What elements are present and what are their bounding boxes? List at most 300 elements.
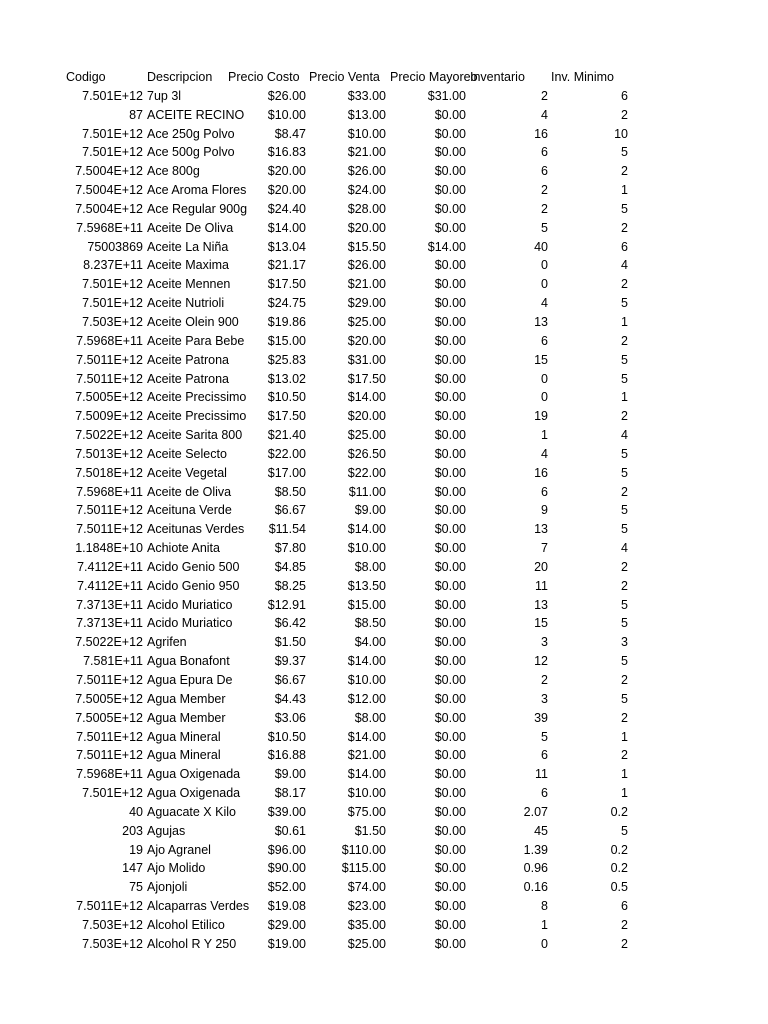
cell-precio-costo[interactable]: $3.06 [274, 710, 306, 725]
cell-inventario[interactable]: 40 [534, 239, 548, 254]
cell-inv-minimo[interactable]: 0.5 [610, 880, 628, 895]
cell-inventario[interactable]: 4 [541, 107, 548, 122]
cell-precio-venta[interactable]: $24.00 [347, 183, 386, 198]
cell-precio-costo[interactable]: $24.75 [267, 296, 306, 311]
cell-precio-venta[interactable]: $11.00 [348, 484, 386, 499]
cell-precio-costo[interactable]: $19.08 [267, 899, 306, 914]
cell-codigo[interactable]: 7.581E+11 [83, 654, 143, 669]
cell-precio-costo[interactable]: $52.00 [267, 880, 306, 895]
cell-precio-mayoreo[interactable]: $0.00 [434, 710, 466, 725]
cell-descripcion[interactable]: Aceitunas Verdes [147, 522, 245, 537]
column-header-codigo[interactable]: Codigo [66, 70, 106, 84]
cell-precio-mayoreo[interactable]: $0.00 [434, 446, 466, 461]
cell-precio-venta[interactable]: $75.00 [347, 804, 386, 819]
cell-inventario[interactable]: 0 [541, 371, 548, 386]
cell-precio-mayoreo[interactable]: $0.00 [434, 371, 466, 386]
cell-descripcion[interactable]: Acido Genio 500 [147, 559, 240, 574]
cell-precio-costo[interactable]: $8.47 [274, 126, 306, 141]
cell-descripcion[interactable]: Agua Epura De [147, 673, 233, 687]
cell-precio-mayoreo[interactable]: $0.00 [434, 484, 466, 499]
cell-precio-venta[interactable]: $28.00 [347, 201, 386, 216]
cell-precio-venta[interactable]: $23.00 [347, 899, 386, 914]
cell-inv-minimo[interactable]: 2 [621, 748, 628, 763]
cell-inventario[interactable]: 6 [541, 333, 548, 348]
cell-precio-mayoreo[interactable]: $0.00 [434, 842, 466, 857]
cell-precio-mayoreo[interactable]: $0.00 [434, 220, 466, 235]
cell-inventario[interactable]: 4 [541, 296, 548, 311]
cell-descripcion[interactable]: Aceite Nutrioli [147, 296, 225, 311]
cell-precio-mayoreo[interactable]: $14.00 [427, 239, 466, 254]
cell-precio-venta[interactable]: $12.00 [347, 691, 386, 706]
cell-codigo[interactable]: 7.5968E+11 [76, 484, 143, 499]
cell-precio-costo[interactable]: $22.00 [267, 446, 306, 461]
cell-codigo[interactable]: 7.3713E+11 [76, 597, 143, 612]
cell-descripcion[interactable]: Aceite Patrona [147, 352, 229, 367]
cell-codigo[interactable]: 7.5005E+12 [75, 691, 143, 706]
cell-inventario[interactable]: 7 [541, 541, 548, 556]
cell-inv-minimo[interactable]: 1 [621, 729, 628, 744]
cell-descripcion[interactable]: Agua Mineral [147, 748, 221, 763]
cell-descripcion[interactable]: Agua Mineral [147, 729, 221, 744]
cell-descripcion[interactable]: Alcohol R Y 250 [147, 936, 237, 951]
cell-descripcion[interactable]: Agua Member [147, 691, 226, 706]
cell-inventario[interactable]: 1.39 [523, 842, 548, 857]
cell-inv-minimo[interactable]: 5 [621, 352, 628, 367]
cell-inventario[interactable]: 15 [534, 352, 548, 367]
cell-inventario[interactable]: 39 [534, 710, 548, 725]
cell-codigo[interactable]: 8.237E+11 [83, 258, 143, 273]
cell-precio-mayoreo[interactable]: $0.00 [434, 635, 466, 650]
column-header-inventario[interactable]: Inventario [470, 70, 525, 84]
cell-precio-costo[interactable]: $14.00 [267, 220, 306, 235]
cell-precio-costo[interactable]: $90.00 [267, 861, 306, 876]
cell-inv-minimo[interactable]: 5 [621, 616, 628, 631]
cell-precio-mayoreo[interactable]: $0.00 [434, 314, 466, 329]
cell-precio-mayoreo[interactable]: $0.00 [434, 522, 466, 537]
cell-precio-costo[interactable]: $11.54 [268, 522, 306, 537]
cell-precio-venta[interactable]: $14.00 [347, 390, 386, 405]
cell-precio-mayoreo[interactable]: $0.00 [434, 258, 466, 273]
cell-precio-mayoreo[interactable]: $0.00 [434, 409, 466, 424]
cell-precio-costo[interactable]: $25.83 [267, 352, 306, 367]
cell-precio-mayoreo[interactable]: $0.00 [434, 503, 466, 518]
cell-inv-minimo[interactable]: 5 [621, 691, 628, 706]
cell-inv-minimo[interactable]: 0.2 [610, 861, 628, 876]
cell-inventario[interactable]: 0 [541, 390, 548, 405]
cell-inventario[interactable]: 0.96 [523, 861, 548, 876]
cell-inventario[interactable]: 16 [534, 126, 548, 141]
cell-inv-minimo[interactable]: 5 [621, 296, 628, 311]
cell-descripcion[interactable]: Agua Member [147, 710, 226, 725]
cell-inv-minimo[interactable]: 2 [621, 917, 628, 932]
cell-inventario[interactable]: 13 [534, 314, 548, 329]
cell-precio-venta[interactable]: $22.00 [347, 465, 386, 480]
cell-precio-venta[interactable]: $14.00 [347, 654, 386, 669]
cell-precio-venta[interactable]: $29.00 [347, 296, 386, 311]
cell-inv-minimo[interactable]: 1 [621, 786, 628, 801]
cell-precio-venta[interactable]: $115.00 [341, 861, 386, 876]
cell-inventario[interactable]: 3 [541, 635, 548, 650]
cell-precio-costo[interactable]: $8.25 [274, 578, 306, 593]
cell-codigo[interactable]: 7.5011E+12 [76, 522, 143, 537]
cell-codigo[interactable]: 7.5968E+11 [76, 767, 143, 782]
cell-descripcion[interactable]: Ace Regular 900g [147, 201, 248, 216]
cell-descripcion[interactable]: Agua Oxigenada [147, 786, 241, 801]
cell-inv-minimo[interactable]: 2 [621, 107, 628, 122]
cell-inventario[interactable]: 11 [535, 578, 548, 593]
cell-precio-costo[interactable]: $6.67 [274, 673, 306, 687]
column-header-inv-minimo[interactable]: Inv. Minimo [551, 70, 614, 84]
cell-inventario[interactable]: 6 [541, 164, 548, 179]
cell-inventario[interactable]: 13 [534, 522, 548, 537]
cell-inv-minimo[interactable]: 10 [614, 126, 628, 141]
cell-codigo[interactable]: 7.5968E+11 [76, 333, 143, 348]
cell-inv-minimo[interactable]: 5 [621, 371, 628, 386]
cell-inventario[interactable]: 2 [541, 88, 548, 103]
cell-inv-minimo[interactable]: 2 [621, 277, 628, 292]
cell-precio-venta[interactable]: $4.00 [354, 635, 386, 650]
cell-codigo[interactable]: 7.5011E+12 [76, 371, 143, 386]
cell-precio-venta[interactable]: $8.50 [354, 616, 386, 631]
cell-inventario[interactable]: 19 [534, 409, 548, 424]
cell-descripcion[interactable]: Aceite Maxima [147, 258, 229, 273]
column-header-descripcion[interactable]: Descripcion [147, 70, 213, 84]
cell-inventario[interactable]: 5 [541, 220, 548, 235]
cell-codigo[interactable]: 7.5968E+11 [76, 220, 143, 235]
cell-precio-costo[interactable]: $13.04 [267, 239, 306, 254]
cell-precio-costo[interactable]: $21.40 [267, 428, 306, 443]
cell-descripcion[interactable]: Ace 500g Polvo [147, 145, 235, 160]
cell-precio-venta[interactable]: $20.00 [347, 333, 386, 348]
cell-precio-mayoreo[interactable]: $0.00 [434, 277, 466, 292]
cell-descripcion[interactable]: Ajo Agranel [147, 842, 211, 857]
cell-codigo[interactable]: 75003869 [87, 239, 143, 254]
cell-descripcion[interactable]: Aceite Olein 900 [147, 314, 239, 329]
cell-inv-minimo[interactable]: 2 [621, 936, 628, 951]
cell-precio-mayoreo[interactable]: $0.00 [434, 767, 466, 782]
cell-inventario[interactable]: 6 [541, 484, 548, 499]
cell-precio-venta[interactable]: $20.00 [347, 220, 386, 235]
cell-precio-costo[interactable]: $6.42 [274, 616, 306, 631]
cell-precio-venta[interactable]: $10.00 [347, 786, 386, 801]
cell-precio-costo[interactable]: $8.50 [274, 484, 306, 499]
cell-precio-mayoreo[interactable]: $0.00 [434, 352, 466, 367]
cell-precio-mayoreo[interactable]: $0.00 [434, 823, 466, 838]
cell-precio-mayoreo[interactable]: $0.00 [434, 107, 466, 122]
cell-precio-costo[interactable]: $17.50 [267, 277, 306, 292]
cell-precio-venta[interactable]: $1.50 [354, 823, 386, 838]
cell-precio-mayoreo[interactable]: $0.00 [434, 390, 466, 405]
cell-inventario[interactable]: 15 [534, 616, 548, 631]
cell-descripcion[interactable]: Alcohol Etilico [147, 917, 225, 932]
cell-precio-mayoreo[interactable]: $0.00 [434, 786, 466, 801]
cell-codigo[interactable]: 7.5011E+12 [76, 729, 143, 744]
cell-codigo[interactable]: 40 [129, 804, 143, 819]
cell-precio-venta[interactable]: $14.00 [347, 729, 386, 744]
cell-precio-venta[interactable]: $31.00 [347, 352, 386, 367]
cell-precio-costo[interactable]: $13.02 [267, 371, 306, 386]
cell-codigo[interactable]: 7.503E+12 [82, 917, 143, 932]
cell-precio-venta[interactable]: $10.00 [347, 541, 386, 556]
cell-precio-mayoreo[interactable]: $0.00 [434, 201, 466, 216]
cell-descripcion[interactable]: Agua Oxigenada [147, 767, 241, 782]
cell-precio-venta[interactable]: $25.00 [347, 428, 386, 443]
cell-codigo[interactable]: 7.5011E+12 [76, 352, 143, 367]
cell-inv-minimo[interactable]: 2 [621, 333, 628, 348]
cell-precio-costo[interactable]: $16.88 [267, 748, 306, 763]
cell-precio-costo[interactable]: $4.43 [274, 691, 306, 706]
cell-codigo[interactable]: 7.5009E+12 [75, 409, 143, 424]
cell-descripcion[interactable]: Aceite Patrona [147, 371, 229, 386]
cell-inv-minimo[interactable]: 6 [621, 239, 628, 254]
cell-inv-minimo[interactable]: 5 [621, 465, 628, 480]
cell-descripcion[interactable]: Ajo Molido [147, 861, 206, 876]
cell-inv-minimo[interactable]: 2 [621, 220, 628, 235]
cell-precio-mayoreo[interactable]: $0.00 [434, 126, 466, 141]
cell-precio-venta[interactable]: $10.00 [347, 673, 386, 687]
cell-precio-costo[interactable]: $0.61 [274, 823, 306, 838]
cell-descripcion[interactable]: Ace 800g [147, 164, 200, 179]
cell-inv-minimo[interactable]: 5 [621, 654, 628, 669]
cell-precio-mayoreo[interactable]: $0.00 [434, 729, 466, 744]
cell-precio-costo[interactable]: $26.00 [267, 88, 306, 103]
cell-precio-mayoreo[interactable]: $0.00 [434, 899, 466, 914]
cell-inv-minimo[interactable]: 2 [621, 164, 628, 179]
cell-precio-venta[interactable]: $26.00 [347, 258, 386, 273]
cell-descripcion[interactable]: Ajonjoli [147, 880, 188, 895]
cell-descripcion[interactable]: ACEITE RECINO [147, 107, 245, 122]
cell-precio-costo[interactable]: $8.17 [274, 786, 306, 801]
cell-inv-minimo[interactable]: 4 [621, 428, 628, 443]
cell-precio-costo[interactable]: $39.00 [267, 804, 306, 819]
cell-precio-venta[interactable]: $26.50 [347, 446, 386, 461]
cell-codigo[interactable]: 7.5022E+12 [75, 635, 143, 650]
cell-precio-costo[interactable]: $20.00 [267, 183, 306, 198]
cell-descripcion[interactable]: Aceite Mennen [147, 277, 231, 292]
cell-precio-costo[interactable]: $10.00 [267, 107, 306, 122]
cell-inventario[interactable]: 6 [541, 145, 548, 160]
cell-precio-costo[interactable]: $21.17 [267, 258, 306, 273]
cell-inv-minimo[interactable]: 0.2 [610, 804, 628, 819]
cell-precio-costo[interactable]: $9.00 [274, 767, 306, 782]
cell-inventario[interactable]: 0 [541, 258, 548, 273]
cell-descripcion[interactable]: Aceite Sarita 800 [147, 428, 243, 443]
cell-descripcion[interactable]: 7up 3l [147, 88, 182, 103]
cell-descripcion[interactable]: Ace Aroma Flores [147, 183, 247, 198]
cell-precio-costo[interactable]: $19.00 [267, 936, 306, 951]
cell-inv-minimo[interactable]: 6 [621, 899, 628, 914]
cell-inventario[interactable]: 0 [541, 277, 548, 292]
cell-inv-minimo[interactable]: 5 [621, 522, 628, 537]
cell-descripcion[interactable]: Aceite Selecto [147, 446, 227, 461]
column-header-precio-costo[interactable]: Precio Costo [228, 70, 300, 84]
cell-inventario[interactable]: 45 [534, 823, 548, 838]
cell-precio-costo[interactable]: $29.00 [267, 917, 306, 932]
cell-inventario[interactable]: 8 [541, 899, 548, 914]
cell-precio-mayoreo[interactable]: $0.00 [434, 541, 466, 556]
cell-precio-venta[interactable]: $20.00 [347, 409, 386, 424]
cell-descripcion[interactable]: Alcaparras Verdes [147, 899, 250, 914]
cell-inv-minimo[interactable]: 5 [621, 823, 628, 838]
cell-inv-minimo[interactable]: 2 [621, 409, 628, 424]
cell-codigo[interactable]: 7.501E+12 [82, 296, 143, 311]
cell-precio-mayoreo[interactable]: $0.00 [434, 164, 466, 179]
cell-precio-costo[interactable]: $19.86 [267, 314, 306, 329]
cell-inventario[interactable]: 5 [541, 729, 548, 744]
cell-inventario[interactable]: 0 [541, 936, 548, 951]
cell-inventario[interactable]: 1 [541, 428, 548, 443]
cell-inventario[interactable]: 2 [541, 201, 548, 216]
cell-inventario[interactable]: 3 [541, 691, 548, 706]
cell-inv-minimo[interactable]: 2 [621, 578, 628, 593]
cell-precio-venta[interactable]: $15.00 [347, 597, 386, 612]
cell-precio-costo[interactable]: $10.50 [267, 390, 306, 405]
cell-inventario[interactable]: 1 [541, 917, 548, 932]
cell-inventario[interactable]: 2.07 [523, 804, 548, 819]
cell-precio-costo[interactable]: $17.50 [267, 409, 306, 424]
cell-precio-venta[interactable]: $35.00 [347, 917, 386, 932]
cell-descripcion[interactable]: Aceituna Verde [147, 503, 232, 518]
cell-precio-venta[interactable]: $13.50 [347, 578, 386, 593]
cell-inventario[interactable]: 13 [534, 597, 548, 612]
cell-inv-minimo[interactable]: 3 [621, 635, 628, 650]
cell-descripcion[interactable]: Aceite Vegetal [147, 465, 227, 480]
cell-inventario[interactable]: 11 [535, 767, 548, 782]
cell-inventario[interactable]: 12 [534, 654, 548, 669]
cell-inv-minimo[interactable]: 2 [621, 559, 628, 574]
cell-precio-venta[interactable]: $25.00 [347, 936, 386, 951]
cell-codigo[interactable]: 7.5011E+12 [76, 748, 143, 763]
cell-codigo[interactable]: 7.501E+12 [82, 126, 143, 141]
cell-descripcion[interactable]: Aceite Para Bebe [147, 333, 245, 348]
cell-descripcion[interactable]: Aguacate X Kilo [147, 804, 236, 819]
cell-precio-mayoreo[interactable]: $0.00 [434, 880, 466, 895]
cell-descripcion[interactable]: Aceite De Oliva [147, 220, 234, 235]
cell-precio-mayoreo[interactable]: $0.00 [434, 145, 466, 160]
cell-codigo[interactable]: 7.501E+12 [82, 277, 143, 292]
cell-precio-mayoreo[interactable]: $0.00 [434, 936, 466, 951]
cell-descripcion[interactable]: Aceite Precissimo [147, 390, 247, 405]
cell-precio-costo[interactable]: $9.37 [274, 654, 306, 669]
cell-precio-mayoreo[interactable]: $0.00 [434, 183, 466, 198]
cell-codigo[interactable]: 7.4112E+11 [77, 578, 143, 593]
cell-inv-minimo[interactable]: 1 [621, 183, 628, 198]
cell-precio-mayoreo[interactable]: $0.00 [434, 578, 466, 593]
cell-codigo[interactable]: 7.501E+12 [82, 145, 143, 160]
cell-inventario[interactable]: 9 [541, 503, 548, 518]
cell-codigo[interactable]: 7.5004E+12 [75, 201, 143, 216]
cell-codigo[interactable]: 7.5022E+12 [75, 428, 143, 443]
cell-precio-costo[interactable]: $6.67 [274, 503, 306, 518]
cell-precio-costo[interactable]: $1.50 [274, 635, 306, 650]
cell-descripcion[interactable]: Aceite La Niña [147, 239, 229, 254]
cell-inv-minimo[interactable]: 1 [621, 767, 628, 782]
cell-codigo[interactable]: 7.503E+12 [82, 314, 143, 329]
cell-precio-venta[interactable]: $13.00 [347, 107, 386, 122]
cell-inventario[interactable]: 0.16 [523, 880, 548, 895]
cell-precio-venta[interactable]: $17.50 [347, 371, 386, 386]
cell-precio-venta[interactable]: $9.00 [354, 503, 386, 518]
cell-codigo[interactable]: 7.501E+12 [82, 786, 143, 801]
cell-precio-venta[interactable]: $15.50 [347, 239, 386, 254]
cell-precio-mayoreo[interactable]: $0.00 [434, 673, 466, 687]
cell-descripcion[interactable]: Agua Bonafont [147, 654, 230, 669]
cell-codigo[interactable]: 7.3713E+11 [76, 616, 143, 631]
cell-codigo[interactable]: 7.5011E+12 [76, 503, 143, 518]
cell-precio-venta[interactable]: $26.00 [347, 164, 386, 179]
cell-precio-costo[interactable]: $16.83 [267, 145, 306, 160]
cell-precio-mayoreo[interactable]: $0.00 [434, 597, 466, 612]
cell-codigo[interactable]: 87 [129, 107, 143, 122]
cell-codigo[interactable]: 7.5004E+12 [75, 164, 143, 179]
cell-codigo[interactable]: 7.501E+12 [82, 88, 143, 103]
cell-codigo[interactable]: 7.5005E+12 [75, 710, 143, 725]
cell-inv-minimo[interactable]: 5 [621, 145, 628, 160]
cell-precio-costo[interactable]: $4.85 [274, 559, 306, 574]
cell-codigo[interactable]: 7.503E+12 [82, 936, 143, 951]
cell-precio-costo[interactable]: $12.91 [267, 597, 306, 612]
cell-inventario[interactable]: 16 [534, 465, 548, 480]
cell-inv-minimo[interactable]: 5 [621, 201, 628, 216]
cell-inventario[interactable]: 20 [534, 559, 548, 574]
cell-codigo[interactable]: 7.5004E+12 [75, 183, 143, 198]
cell-descripcion[interactable]: Acido Genio 950 [147, 578, 240, 593]
cell-precio-mayoreo[interactable]: $0.00 [434, 804, 466, 819]
cell-precio-venta[interactable]: $25.00 [347, 314, 386, 329]
cell-precio-mayoreo[interactable]: $0.00 [434, 917, 466, 932]
cell-precio-venta[interactable]: $21.00 [347, 277, 386, 292]
cell-precio-mayoreo[interactable]: $0.00 [434, 465, 466, 480]
cell-codigo[interactable]: 7.5018E+12 [75, 465, 143, 480]
cell-codigo[interactable]: 75 [129, 880, 143, 895]
cell-descripcion[interactable]: Aceite de Oliva [147, 484, 232, 499]
cell-descripcion[interactable]: Aceite Precissimo [147, 409, 247, 424]
cell-precio-venta[interactable]: $8.00 [354, 559, 386, 574]
cell-inventario[interactable]: 6 [541, 786, 548, 801]
cell-inv-minimo[interactable]: 1 [621, 390, 628, 405]
cell-inventario[interactable]: 2 [541, 183, 548, 198]
cell-codigo[interactable]: 7.5011E+12 [76, 673, 143, 687]
cell-precio-venta[interactable]: $14.00 [347, 767, 386, 782]
cell-precio-mayoreo[interactable]: $0.00 [434, 654, 466, 669]
cell-precio-venta[interactable]: $21.00 [347, 145, 386, 160]
cell-inv-minimo[interactable]: 4 [621, 258, 628, 273]
cell-inventario[interactable]: 4 [541, 446, 548, 461]
cell-precio-mayoreo[interactable]: $0.00 [434, 861, 466, 876]
cell-precio-costo[interactable]: $17.00 [267, 465, 306, 480]
cell-inventario[interactable]: 2 [541, 673, 548, 687]
cell-descripcion[interactable]: Acido Muriatico [147, 597, 233, 612]
cell-precio-mayoreo[interactable]: $0.00 [434, 691, 466, 706]
cell-codigo[interactable]: 7.5005E+12 [75, 390, 143, 405]
cell-precio-venta[interactable]: $33.00 [347, 88, 386, 103]
cell-precio-mayoreo[interactable]: $0.00 [434, 296, 466, 311]
cell-precio-costo[interactable]: $96.00 [267, 842, 306, 857]
cell-inventario[interactable]: 6 [541, 748, 548, 763]
cell-precio-venta[interactable]: $110.00 [341, 842, 386, 857]
cell-codigo[interactable]: 203 [122, 823, 143, 838]
column-header-precio-mayoreo[interactable]: Precio Mayoreo [390, 70, 478, 84]
cell-precio-costo[interactable]: $10.50 [267, 729, 306, 744]
cell-inv-minimo[interactable]: 0.2 [610, 842, 628, 857]
cell-precio-mayoreo[interactable]: $0.00 [434, 559, 466, 574]
cell-precio-costo[interactable]: $7.80 [274, 541, 306, 556]
cell-precio-costo[interactable]: $20.00 [267, 164, 306, 179]
cell-inv-minimo[interactable]: 2 [621, 710, 628, 725]
cell-codigo[interactable]: 147 [122, 861, 143, 876]
cell-descripcion[interactable]: Ace 250g Polvo [147, 126, 235, 141]
column-header-precio-venta[interactable]: Precio Venta [309, 70, 380, 84]
